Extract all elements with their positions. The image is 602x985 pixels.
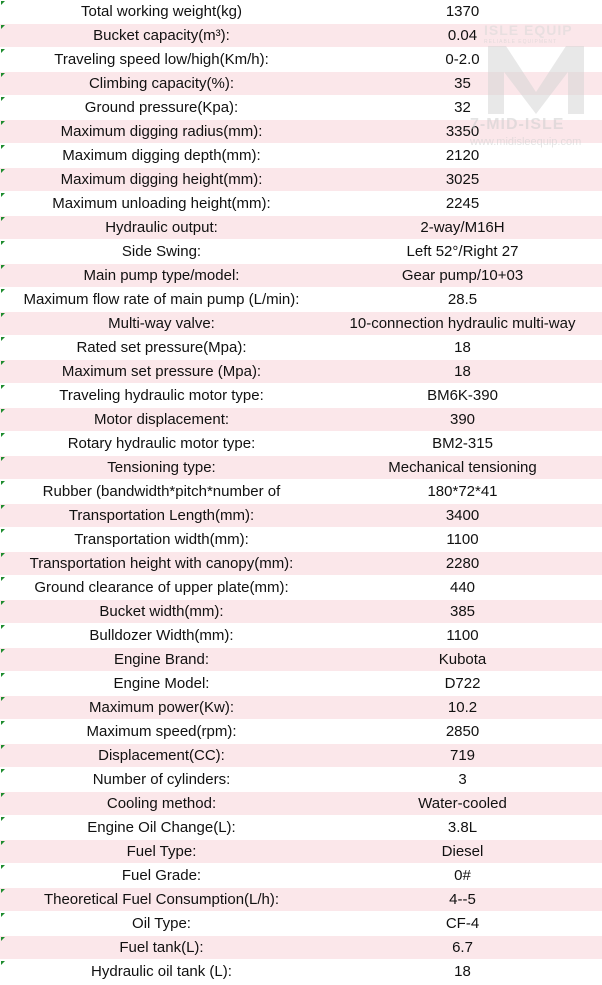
spec-label-cell <box>0 216 323 240</box>
spec-label-cell <box>0 432 323 456</box>
table-row <box>0 192 602 216</box>
spec-value-cell <box>323 864 602 888</box>
spec-value-cell <box>323 432 602 456</box>
spec-label-cell <box>0 936 323 960</box>
spec-value: 0.04 <box>447 27 478 44</box>
cell-marker-icon <box>1 649 5 653</box>
table-row <box>0 24 602 48</box>
table-row <box>0 48 602 72</box>
spec-label: Traveling hydraulic motor type: <box>59 387 264 404</box>
spec-label: Maximum speed(rpm): <box>86 723 237 740</box>
spec-value-cell <box>323 744 602 768</box>
cell-marker-icon <box>1 169 5 173</box>
spec-label: Transportation Length(mm): <box>68 507 255 524</box>
spec-label-cell <box>0 0 323 24</box>
spec-value-cell <box>323 96 602 120</box>
spec-label: Maximum set pressure (Mpa): <box>61 363 262 380</box>
spec-value: Kubota <box>438 651 487 668</box>
table-row <box>0 480 602 504</box>
table-row <box>0 744 602 768</box>
cell-marker-icon <box>1 769 5 773</box>
spec-label-cell <box>0 960 323 984</box>
spec-label: Engine Brand: <box>113 651 210 668</box>
spec-value: 385 <box>449 603 476 620</box>
spec-label: Maximum unloading height(mm): <box>52 195 271 212</box>
spec-value-cell <box>323 192 602 216</box>
cell-marker-icon <box>1 73 5 77</box>
spec-value-cell <box>323 336 602 360</box>
cell-marker-icon <box>1 577 5 581</box>
spec-label-cell <box>0 720 323 744</box>
table-row <box>0 576 602 600</box>
cell-marker-icon <box>1 289 5 293</box>
table-row <box>0 288 602 312</box>
spec-label-cell <box>0 192 323 216</box>
cell-marker-icon <box>1 409 5 413</box>
cell-marker-icon <box>1 121 5 125</box>
spec-label-cell <box>0 600 323 624</box>
spec-label-cell <box>0 528 323 552</box>
spec-value: Mechanical tensioning <box>388 459 537 476</box>
cell-marker-icon <box>1 313 5 317</box>
cell-marker-icon <box>1 673 5 677</box>
spec-value: 2280 <box>445 555 480 572</box>
cell-marker-icon <box>1 601 5 605</box>
table-row <box>0 936 602 960</box>
spec-value: BM2-315 <box>432 435 493 452</box>
spec-label: Theoretical Fuel Consumption(L/h): <box>43 891 280 908</box>
spec-label-cell <box>0 96 323 120</box>
cell-marker-icon <box>1 505 5 509</box>
spec-value-cell <box>323 552 602 576</box>
table-row <box>0 768 602 792</box>
spec-value: 440 <box>449 579 476 596</box>
spec-label-cell <box>0 480 323 504</box>
table-row <box>0 840 602 864</box>
spec-value: 18 <box>454 339 471 356</box>
cell-marker-icon <box>1 625 5 629</box>
spec-label: Tensioning type: <box>107 459 216 476</box>
table-row <box>0 528 602 552</box>
spec-value: 2-way/M16H <box>420 219 505 236</box>
spec-value: Gear pump/10+03 <box>401 267 524 284</box>
spec-value: 32 <box>454 99 471 116</box>
spec-label: Ground clearance of upper plate(mm): <box>34 579 289 596</box>
table-row <box>0 216 602 240</box>
table-row <box>0 912 602 936</box>
cell-marker-icon <box>1 721 5 725</box>
cell-marker-icon <box>1 193 5 197</box>
spec-value-cell <box>323 0 602 24</box>
spec-label-cell <box>0 264 323 288</box>
cell-marker-icon <box>1 697 5 701</box>
spec-value: 0-2.0 <box>445 51 480 68</box>
table-row <box>0 312 602 336</box>
table-row <box>0 360 602 384</box>
watermark-url: www.midisleequip.com <box>470 136 582 148</box>
spec-label-cell <box>0 24 323 48</box>
spec-value-cell <box>323 480 602 504</box>
spec-value-cell <box>323 72 602 96</box>
spec-value: 1370 <box>445 3 480 20</box>
spec-value: 3 <box>458 771 467 788</box>
table-row <box>0 792 602 816</box>
spec-value-cell <box>323 816 602 840</box>
watermark-name: 7-MID-ISLE <box>470 116 565 133</box>
spec-value-cell <box>323 936 602 960</box>
spec-value-cell <box>323 792 602 816</box>
spec-label-cell <box>0 120 323 144</box>
watermark-tagline: RELIABLE EQUIPMENT <box>484 39 558 45</box>
spec-value-cell <box>323 672 602 696</box>
spec-value-cell <box>323 960 602 984</box>
spec-value-cell <box>323 240 602 264</box>
spec-value: BM6K-390 <box>427 387 498 404</box>
table-row <box>0 888 602 912</box>
spec-value: 719 <box>449 747 476 764</box>
spec-value-cell <box>323 840 602 864</box>
cell-marker-icon <box>1 529 5 533</box>
spec-value-cell <box>323 600 602 624</box>
spec-value: Water-cooled <box>418 795 507 812</box>
spec-label-cell <box>0 168 323 192</box>
table-row <box>0 864 602 888</box>
spec-value: 2120 <box>445 147 480 164</box>
spec-label-cell <box>0 384 323 408</box>
spec-label: Bucket width(mm): <box>99 603 224 620</box>
spec-label-cell <box>0 696 323 720</box>
cell-marker-icon <box>1 1 5 5</box>
spec-label: Oil Type: <box>132 915 191 932</box>
spec-value: 3025 <box>445 171 480 188</box>
table-row <box>0 96 602 120</box>
spec-value-cell <box>323 48 602 72</box>
spec-label-cell <box>0 576 323 600</box>
table-row <box>0 696 602 720</box>
spec-value: 1100 <box>446 531 479 548</box>
cell-marker-icon <box>1 481 5 485</box>
spec-label: Traveling speed low/high(Km/h): <box>54 51 269 68</box>
cell-marker-icon <box>1 889 5 893</box>
spec-value-cell <box>323 288 602 312</box>
spec-label: Ground pressure(Kpa): <box>84 99 239 116</box>
spec-value: D722 <box>444 675 481 692</box>
table-row <box>0 504 602 528</box>
spec-label-cell <box>0 744 323 768</box>
spec-value-cell <box>323 504 602 528</box>
table-row <box>0 648 602 672</box>
spec-label: Transportation height with canopy(mm): <box>29 555 294 572</box>
spec-label-cell <box>0 840 323 864</box>
table-row <box>0 168 602 192</box>
spec-label-cell <box>0 336 323 360</box>
spec-label: Maximum flow rate of main pump (L/min): <box>23 291 300 308</box>
spec-value-cell <box>323 768 602 792</box>
cell-marker-icon <box>1 361 5 365</box>
table-row <box>0 960 602 984</box>
spec-label-cell <box>0 144 323 168</box>
cell-marker-icon <box>1 385 5 389</box>
spec-value: 0# <box>454 867 471 884</box>
spec-label-cell <box>0 504 323 528</box>
cell-marker-icon <box>1 25 5 29</box>
spec-label-cell <box>0 624 323 648</box>
spec-value-cell <box>323 576 602 600</box>
spec-value-cell <box>323 216 602 240</box>
table-row <box>0 624 602 648</box>
spec-label: Cooling method: <box>106 795 217 812</box>
spec-value-cell <box>323 720 602 744</box>
cell-marker-icon <box>1 217 5 221</box>
table-row <box>0 552 602 576</box>
spec-value: 2850 <box>445 723 480 740</box>
spec-value: 3.8L <box>447 819 478 836</box>
spec-value-cell <box>323 648 602 672</box>
spec-label-cell <box>0 792 323 816</box>
spec-label: Hydraulic oil tank (L): <box>91 963 232 980</box>
spec-label: Transportation width(mm): <box>74 531 249 548</box>
spec-label-cell <box>0 360 323 384</box>
spec-label-cell <box>0 312 323 336</box>
spec-label: Motor displacement: <box>93 411 230 428</box>
spec-label: Side Swing: <box>121 243 202 260</box>
spec-label: Displacement(CC): <box>98 747 225 764</box>
spec-label-cell <box>0 552 323 576</box>
spec-value: 3400 <box>445 507 480 524</box>
table-row <box>0 600 602 624</box>
spec-value-cell <box>323 912 602 936</box>
spec-label-cell <box>0 408 323 432</box>
table-row <box>0 432 602 456</box>
spec-value-cell <box>323 264 602 288</box>
spec-label: Rubber (bandwidth*pitch*number of <box>42 483 281 500</box>
cell-marker-icon <box>1 841 5 845</box>
spec-label: Engine Oil Change(L): <box>87 819 236 836</box>
spec-label: Fuel Type: <box>126 843 197 860</box>
spec-value: 1100 <box>446 627 479 644</box>
spec-label: Maximum power(Kw): <box>88 699 235 716</box>
spec-value-cell <box>323 144 602 168</box>
spec-label-cell <box>0 816 323 840</box>
cell-marker-icon <box>1 241 5 245</box>
spec-value: CF-4 <box>445 915 480 932</box>
cell-marker-icon <box>1 817 5 821</box>
spec-value: Left 52°/Right 27 <box>406 243 519 260</box>
table-row <box>0 264 602 288</box>
spec-value-cell <box>323 888 602 912</box>
spec-label: Number of cylinders: <box>92 771 231 788</box>
spec-value: 18 <box>454 963 471 980</box>
spec-label: Fuel Grade: <box>121 867 202 884</box>
spec-label: Bucket capacity(m³): <box>93 27 230 44</box>
spec-value-cell <box>323 408 602 432</box>
spec-value: 180*72*41 <box>427 483 498 500</box>
table-row <box>0 456 602 480</box>
spec-label-cell <box>0 888 323 912</box>
spec-label: Multi-way valve: <box>108 315 215 332</box>
spec-label: Engine Model: <box>113 675 210 692</box>
cell-marker-icon <box>1 49 5 53</box>
cell-marker-icon <box>1 745 5 749</box>
table-row <box>0 144 602 168</box>
spec-value: Diesel <box>441 843 484 860</box>
spec-value-cell <box>323 312 602 336</box>
spec-label: Maximum digging height(mm): <box>60 171 263 188</box>
table-row <box>0 240 602 264</box>
spec-value-cell <box>323 360 602 384</box>
spec-label-cell <box>0 288 323 312</box>
cell-marker-icon <box>1 337 5 341</box>
table-row <box>0 72 602 96</box>
spec-value-cell <box>323 384 602 408</box>
table-row <box>0 120 602 144</box>
table-row <box>0 720 602 744</box>
cell-marker-icon <box>1 553 5 557</box>
table-row <box>0 408 602 432</box>
spec-value-cell <box>323 120 602 144</box>
spec-label-cell <box>0 768 323 792</box>
cell-marker-icon <box>1 457 5 461</box>
spec-label: Rotary hydraulic motor type: <box>67 435 256 452</box>
spec-value: 2245 <box>445 195 480 212</box>
spec-value-cell <box>323 168 602 192</box>
spec-value: 10.2 <box>447 699 478 716</box>
spec-value: 10-connection hydraulic multi-way <box>349 315 576 332</box>
spec-value: 4--5 <box>449 891 476 908</box>
spec-label-cell <box>0 240 323 264</box>
spec-label: Climbing capacity(%): <box>88 75 235 92</box>
spec-value-cell <box>323 624 602 648</box>
spec-label-cell <box>0 48 323 72</box>
table-row <box>0 816 602 840</box>
spec-value-cell <box>323 696 602 720</box>
spec-label-cell <box>0 72 323 96</box>
spec-label: Fuel tank(L): <box>119 939 204 956</box>
spec-label: Total working weight(kg) <box>81 3 242 20</box>
cell-marker-icon <box>1 961 5 965</box>
spec-label: Maximum digging radius(mm): <box>60 123 263 140</box>
cell-marker-icon <box>1 793 5 797</box>
spec-value: 390 <box>449 411 476 428</box>
table-row <box>0 672 602 696</box>
spec-value-cell <box>323 456 602 480</box>
spec-value-cell <box>323 24 602 48</box>
spec-label: Rated set pressure(Mpa): <box>76 339 247 356</box>
spec-label: Bulldozer Width(mm): <box>89 627 234 644</box>
cell-marker-icon <box>1 433 5 437</box>
cell-marker-icon <box>1 913 5 917</box>
table-row <box>0 336 602 360</box>
watermark-brand: ISLE EQUIP <box>484 22 573 38</box>
spec-value: 18 <box>454 363 471 380</box>
spec-value: 3350 <box>445 123 480 140</box>
spec-label: Maximum digging depth(mm): <box>62 147 261 164</box>
table-row <box>0 0 602 24</box>
spec-label-cell <box>0 648 323 672</box>
spec-label-cell <box>0 672 323 696</box>
cell-marker-icon <box>1 937 5 941</box>
spec-label: Hydraulic output: <box>105 219 218 236</box>
spec-value-cell <box>323 528 602 552</box>
cell-marker-icon <box>1 145 5 149</box>
table-row <box>0 384 602 408</box>
spec-label: Main pump type/model: <box>83 267 240 284</box>
spec-value: 28.5 <box>447 291 478 308</box>
cell-marker-icon <box>1 865 5 869</box>
cell-marker-icon <box>1 265 5 269</box>
spec-label-cell <box>0 456 323 480</box>
spec-value: 35 <box>454 75 471 92</box>
spec-value: 6.7 <box>452 939 473 956</box>
cell-marker-icon <box>1 97 5 101</box>
spec-label-cell <box>0 864 323 888</box>
spec-label-cell <box>0 912 323 936</box>
